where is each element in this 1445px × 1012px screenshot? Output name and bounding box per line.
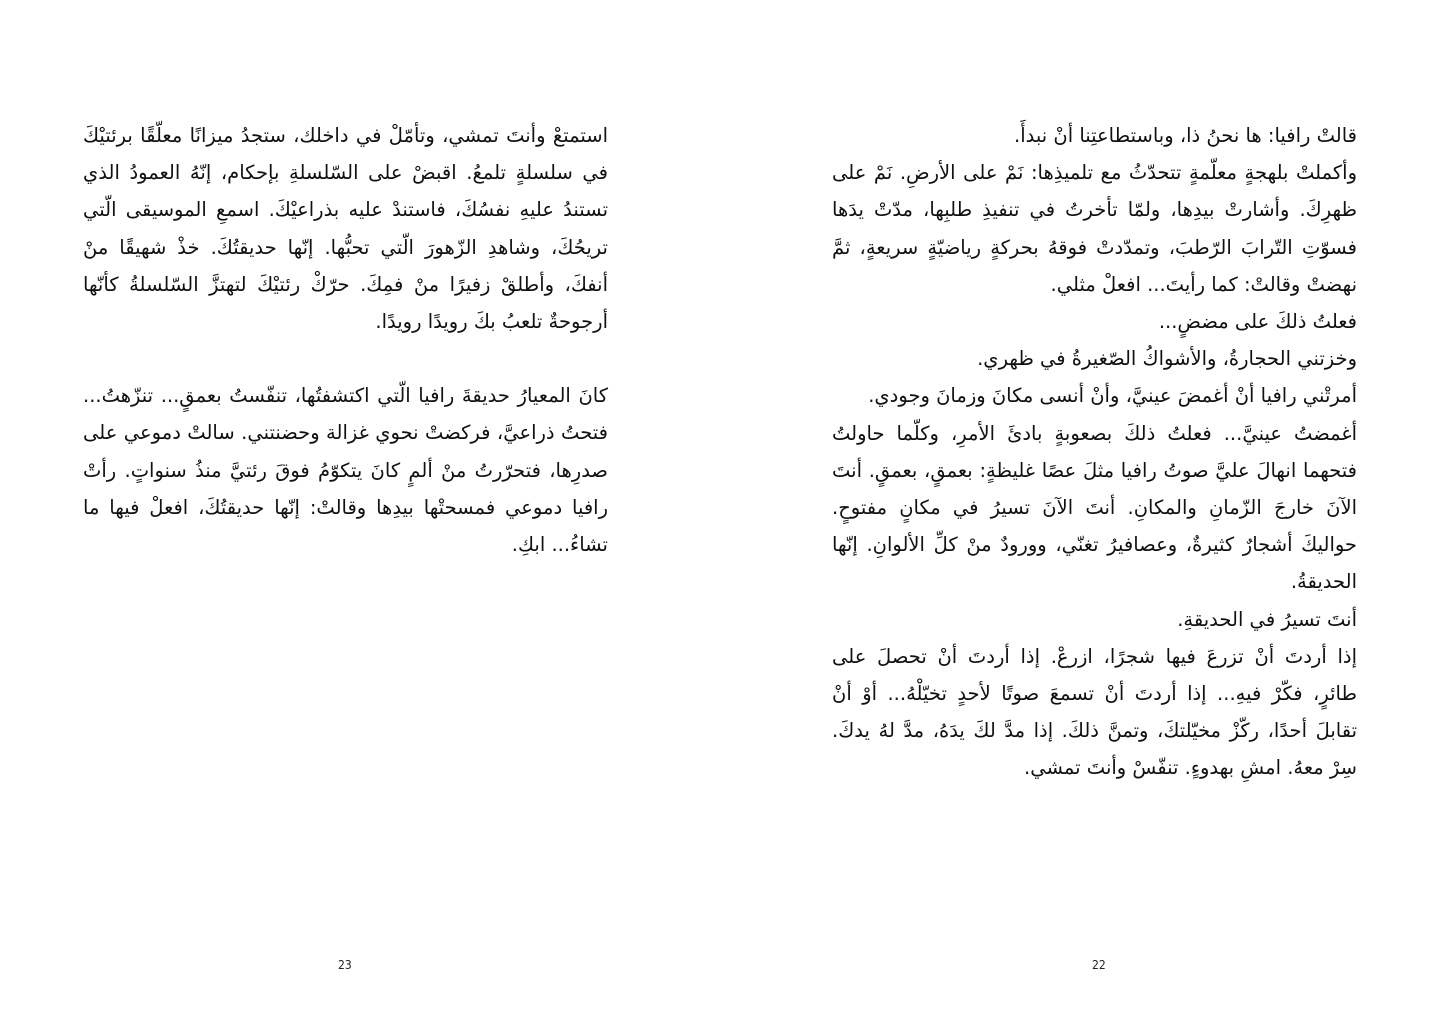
paragraph: كانَ المعيارُ حديقةَ رافيا الّتي اكتشفتُها، تنفّستُ بعمقٍ... تنزّهتُ... فتحتُ ذراعيَّ، فركضتْ نحوي غزالة وحضنتني. سالتْ دموعي على صدرِها، فتحرّرتُ منْ ألمٍ كانَ يتكوّمُ فوقَ رئتيَّ منذُ سنواتٍ. رأتْ رافيا دموعي فمسحتْها بيدِها وقالتْ: إنّها حديقتُكَ، افعلْ فيها ما تشاءُ... ابكِ. [83,384,608,557]
paragraph: أمرتْني رافيا أنْ أغمضَ عينيَّ، وأنْ أنسى مكانَ وزمانَ وجودي. [868,384,1357,408]
paragraph: استمتعْ وأنتَ تمشي، وتأمّلْ في داخلك، ستجدُ ميزانًا معلّقًا برئتيْكَ في سلسلةٍ تلمعُ. اقبضْ على السّلسلةِ بإحكام، إنّهُ العمودُ الذي تستندُ عليهِ نفسُكَ، فاستندْ عليه بذراعيْكَ. اسمعِ الموسيقى الّتي تريحُكَ، وشاهدِ الزّهورَ الّتي تحبُّها. إنّها حديقتُكَ. خذْ شهيقًا منْ أنفكَ، وأطلقْ زفيرًا منْ فمِكَ. حرّكْ رئتيْكَ لتهتزَّ السّلسلةُ كأنّها أرجوحةٌ تلعبُ بكَ رويدًا رويدًا. [83,124,608,334]
left-page-text [83,117,608,563]
paragraph: إذا أردتَ أنْ تزرعَ فيها شجرًا، ازرعْ. إذا أردتَ أنْ تحصلَ على طائرٍ، فكّرْ فيهِ... إذا أردتَ أنْ تسمعَ صوتًا لأحدٍ تخيّلْهُ... أوْ أنْ تقابلَ أحدًا، ركّزْ مخيّلتكَ، وتمنَّ ذلكَ. إذا مدَّ لكَ يدَهُ، مدَّ لهُ يدكَ. سِرْ معهُ. امشِ بهدوءٍ. تنفّسْ وأنتَ تمشي. [832,644,1357,780]
paragraph: وأكملتْ بلهجةٍ معلّمةٍ تتحدّثُ مع تلميذِها: نَمْ على الأرضِ. نَمْ على ظهرِكَ. وأشارتْ بيدِها، ولمّا تأخرتُ في تنفيذِ طلبِها، مدّتْ يدَها فسوّتِ التّرابَ الرّطبَ، وتمدّدتْ فوقهُ بحركةٍ رياضيّةٍ سريعةٍ، ثمَّ نهضتْ وقالتْ: كما رأيتَ... افعلْ مثلي. [832,161,1357,296]
page-number: 23 [338,958,352,972]
right-page [722,0,1445,1012]
right-page-text [832,117,1357,787]
paragraph: فعلتُ ذلكَ على مضضٍ... [1158,310,1357,334]
left-page [0,0,722,1012]
paragraph: وخزتني الحجارةُ، والأشواكُ الصّغيرةُ في ظهري. [977,347,1357,371]
paragraph: أغمضتُ عينيَّ... فعلتُ ذلكَ بصعوبةٍ بادئَ الأمرِ، وكلّما حاولتُ فتحهما انهالَ عليَّ صوتُ رافيا مثلَ عصًا غليظةٍ: بعمقٍ، بعمقٍ. أنتَ الآنَ خارجَ الزّمانِ والمكانِ. أنتَ الآنَ تسيرُ في مكانٍ مفتوحٍ. حواليكَ أشجارٌ كثيرةٌ، وعصافيرُ تغنّي، وورودٌ منْ كلِّ الألوانِ. إنّها الحديقةُ. [832,421,1357,594]
page-number: 22 [1092,958,1106,972]
paragraph: قالتْ رافيا: ها نحنُ ذا، وباستطاعتِنا أنْ نبدأَ. [1014,124,1357,147]
paragraph: أنتَ تسيرُ في الحديقةِ. [1177,607,1357,631]
